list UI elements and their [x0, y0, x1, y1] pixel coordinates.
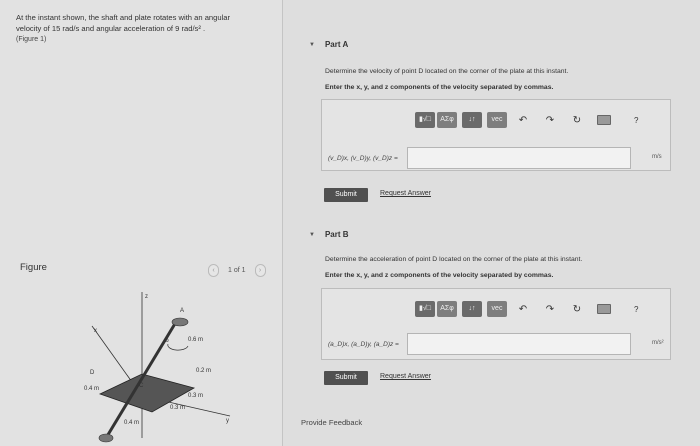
- dim-0-2: 0.2 m: [196, 368, 212, 374]
- provide-feedback-link[interactable]: Provide Feedback: [301, 418, 363, 427]
- answer-pane: [283, 0, 700, 446]
- reset-icon[interactable]: ↻: [572, 114, 582, 126]
- figure-label: Figure: [20, 262, 47, 273]
- label-point-d: D: [90, 370, 95, 376]
- help-icon[interactable]: ?: [634, 115, 639, 125]
- omega-arrow: [168, 344, 188, 350]
- templates-button[interactable]: ▮√□: [415, 112, 435, 128]
- label-point-c: C: [139, 383, 144, 389]
- problem-line-2: velocity of 15 rad/s and angular acceleration of 9 rad/s² .: [16, 24, 206, 33]
- dim-0-6: 0.6 m: [188, 337, 204, 343]
- label-omega: ω: [164, 338, 169, 344]
- vec-button[interactable]: vec: [487, 112, 507, 128]
- part-b-answer-box: [321, 288, 671, 360]
- keyboard-icon[interactable]: [597, 304, 611, 314]
- label-x-axis: x: [94, 328, 97, 334]
- part-a-request-answer-link[interactable]: Request Answer: [380, 190, 431, 197]
- part-a-instruction: Determine the velocity of point D located on the corner of the plate at this instant.: [325, 68, 569, 75]
- page-indicator: 1 of 1: [228, 267, 246, 274]
- problem-statement: [16, 12, 271, 45]
- reset-icon[interactable]: ↻: [572, 303, 582, 315]
- part-a-title: Part A: [324, 40, 349, 49]
- templates-button[interactable]: ▮√□: [415, 301, 435, 317]
- dim-0-3-right: 0.3 m: [188, 393, 204, 399]
- label-z-axis: z: [145, 294, 148, 300]
- keyboard-icon[interactable]: [597, 115, 611, 125]
- greek-symbols-button[interactable]: AΣφ: [437, 112, 457, 128]
- label-y-axis: y: [226, 418, 229, 424]
- greek-symbols-button[interactable]: AΣφ: [437, 301, 457, 317]
- dim-0-4-left: 0.4 m: [84, 386, 100, 392]
- part-a-toolbar: [415, 112, 638, 128]
- problem-line-1: At the instant shown, the shaft and plate rotates with an angular: [16, 13, 231, 22]
- part-b-caret-icon: ▼: [309, 231, 315, 238]
- part-a-submit-button[interactable]: Submit: [324, 188, 368, 202]
- dim-0-3-bottom: 0.3 m: [170, 405, 186, 411]
- redo-icon[interactable]: ↷: [545, 114, 555, 126]
- redo-icon[interactable]: ↷: [545, 303, 555, 315]
- part-b-variable-label: (a_D)x, (a_D)y, (a_D)z =: [328, 341, 399, 348]
- undo-icon[interactable]: ↶: [518, 114, 528, 126]
- problem-pane: [0, 0, 283, 446]
- undo-icon[interactable]: ↶: [518, 303, 528, 315]
- part-a-header[interactable]: [309, 40, 348, 49]
- part-a-answer-box: [321, 99, 671, 171]
- part-b-prompt: Enter the x, y, and z components of the velocity separated by commas.: [325, 272, 554, 279]
- figure-pager: [208, 264, 266, 277]
- dim-0-4-bottom: 0.4 m: [124, 420, 140, 426]
- top-collar: [172, 318, 188, 326]
- part-a-variable-label: (v_D)x, (v_D)y, (v_D)z =: [328, 155, 398, 162]
- figure-reference-link[interactable]: (Figure 1): [16, 36, 47, 43]
- part-a-caret-icon: ▼: [309, 41, 315, 48]
- part-a-prompt: Enter the x, y, and z components of the velocity separated by commas.: [325, 84, 554, 91]
- part-b-answer-input[interactable]: [407, 333, 631, 355]
- part-a-answer-input[interactable]: [407, 147, 631, 169]
- problem-figure[interactable]: [80, 288, 250, 446]
- part-b-toolbar: [415, 301, 638, 317]
- part-b-header[interactable]: [309, 230, 349, 239]
- label-point-a: A: [180, 308, 185, 314]
- help-icon[interactable]: ?: [634, 304, 639, 314]
- part-b-instruction: Determine the acceleration of point D located on the corner of the plate at this instant.: [325, 256, 583, 263]
- prev-figure-button[interactable]: ‹: [208, 264, 219, 277]
- part-b-request-answer-link[interactable]: Request Answer: [380, 373, 431, 380]
- subscript-superscript-button[interactable]: ↓↑: [462, 112, 482, 128]
- part-b-unit: m/s²: [652, 340, 664, 346]
- vec-button[interactable]: vec: [487, 301, 507, 317]
- subscript-superscript-button[interactable]: ↓↑: [462, 301, 482, 317]
- part-b-submit-button[interactable]: Submit: [324, 371, 368, 385]
- part-b-title: Part B: [324, 230, 349, 239]
- bottom-collar: [99, 434, 113, 442]
- part-a-unit: m/s: [652, 154, 662, 160]
- next-figure-button[interactable]: ›: [255, 264, 266, 277]
